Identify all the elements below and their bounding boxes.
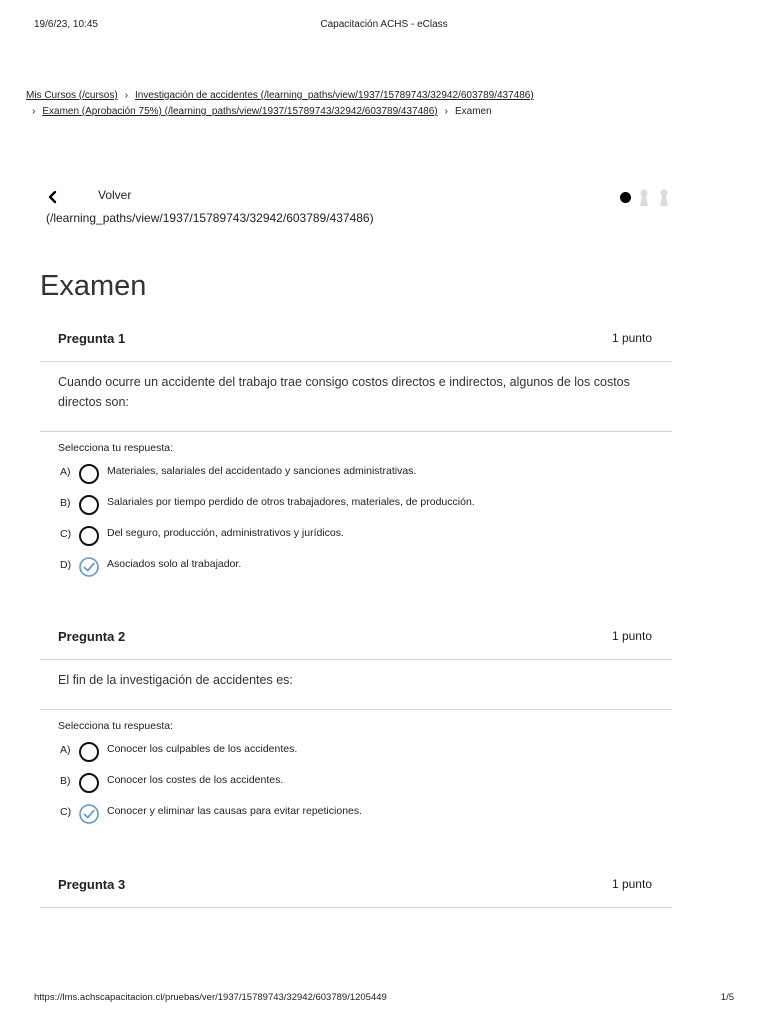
answer-letter: B): [60, 775, 71, 787]
answer-option[interactable]: [58, 523, 672, 554]
back-path: (/learning_paths/view/1937/15789743/32942/603789/437486): [46, 211, 374, 225]
breadcrumb-examen-link[interactable]: Examen (Aprobación 75%) (/learning_paths/view/1937/15789743/32942/603789/437486): [42, 106, 438, 117]
breadcrumb-mis-cursos[interactable]: Mis Cursos (/cursos): [26, 90, 118, 101]
answer-list: [58, 739, 672, 832]
answer-option-selected[interactable]: [58, 554, 672, 585]
radio-checked-icon[interactable]: [78, 556, 100, 578]
radio-unchecked-icon[interactable]: [78, 494, 100, 516]
breadcrumb-investigacion[interactable]: Investigación de accidentes (/learning_paths/view/1937/15789743/32942/603789/437486): [135, 90, 534, 101]
question-card: [40, 869, 672, 908]
print-page-number: 1/5: [720, 992, 734, 1003]
answer-text: Del seguro, producción, administrativos y jurídicos.: [107, 527, 344, 539]
question-points: 1 punto: [611, 877, 652, 891]
question-header: [40, 323, 672, 362]
question-label: Pregunta 2: [58, 629, 126, 644]
answer-option[interactable]: [58, 461, 672, 492]
answer-letter: B): [60, 497, 71, 509]
step-pin-icon[interactable]: [639, 188, 649, 208]
answer-letter: C): [60, 806, 72, 818]
answer-option[interactable]: [58, 492, 672, 523]
radio-unchecked-icon[interactable]: [78, 772, 100, 794]
answer-prompt: Selecciona tu respuesta:: [58, 442, 173, 454]
radio-unchecked-icon[interactable]: [78, 463, 100, 485]
answer-text: Salariales por tiempo perdido de otros trabajadores, materiales, de producción.: [107, 496, 475, 508]
question-pager: [617, 187, 677, 209]
question-card: [40, 323, 672, 585]
answer-list: [58, 461, 672, 585]
answer-text: Conocer y eliminar las causas para evitar repeticiones.: [107, 805, 363, 817]
answer-letter: A): [60, 466, 71, 478]
current-step-dot-icon[interactable]: [620, 192, 631, 203]
question-points: 1 punto: [611, 331, 652, 345]
question-text: El fin de la investigación de accidentes es:: [40, 660, 672, 710]
answer-text: Conocer los costes de los accidentes.: [107, 774, 284, 786]
breadcrumb-separator: ›: [124, 90, 129, 101]
page-title: Examen: [40, 270, 147, 302]
answer-text: Asociados solo al trabajador.: [107, 558, 242, 570]
question-header: [40, 869, 672, 908]
step-pin-icon[interactable]: [659, 188, 669, 208]
answer-text: Materiales, salariales del accidentado y sanciones administrativas.: [107, 465, 417, 477]
question-text: Cuando ocurre un accidente del trabajo trae consigo costos directos e indirectos, algunos de los costos directos son:: [40, 362, 672, 432]
question-points: 1 punto: [611, 629, 652, 643]
breadcrumb-separator: ›: [32, 106, 36, 117]
print-date: 19/6/23, 10:45: [34, 19, 98, 30]
answer-option[interactable]: [58, 770, 672, 801]
radio-unchecked-icon[interactable]: [78, 741, 100, 763]
answer-prompt: Selecciona tu respuesta:: [58, 720, 173, 732]
breadcrumb: [26, 88, 534, 120]
chevron-left-icon[interactable]: [46, 190, 60, 204]
question-label: Pregunta 3: [58, 877, 126, 892]
breadcrumb-separator: ›: [444, 106, 448, 117]
answer-option[interactable]: [58, 739, 672, 770]
question-label: Pregunta 1: [58, 331, 126, 346]
question-header: [40, 621, 672, 660]
answer-letter: D): [60, 559, 72, 571]
print-url: https://lms.achscapacitacion.cl/pruebas/ver/1937/15789743/32942/603789/1205449: [34, 992, 387, 1003]
radio-unchecked-icon[interactable]: [78, 525, 100, 547]
answer-option-selected[interactable]: [58, 801, 672, 832]
answer-text: Conocer los culpables de los accidentes.: [107, 743, 298, 755]
question-card: [40, 621, 672, 832]
radio-checked-icon[interactable]: [78, 803, 100, 825]
answer-letter: A): [60, 744, 71, 756]
breadcrumb-current: Examen: [454, 106, 492, 117]
answer-letter: C): [60, 528, 72, 540]
back-label[interactable]: Volver: [98, 188, 132, 202]
print-title: Capacitación ACHS - eClass: [320, 19, 448, 30]
